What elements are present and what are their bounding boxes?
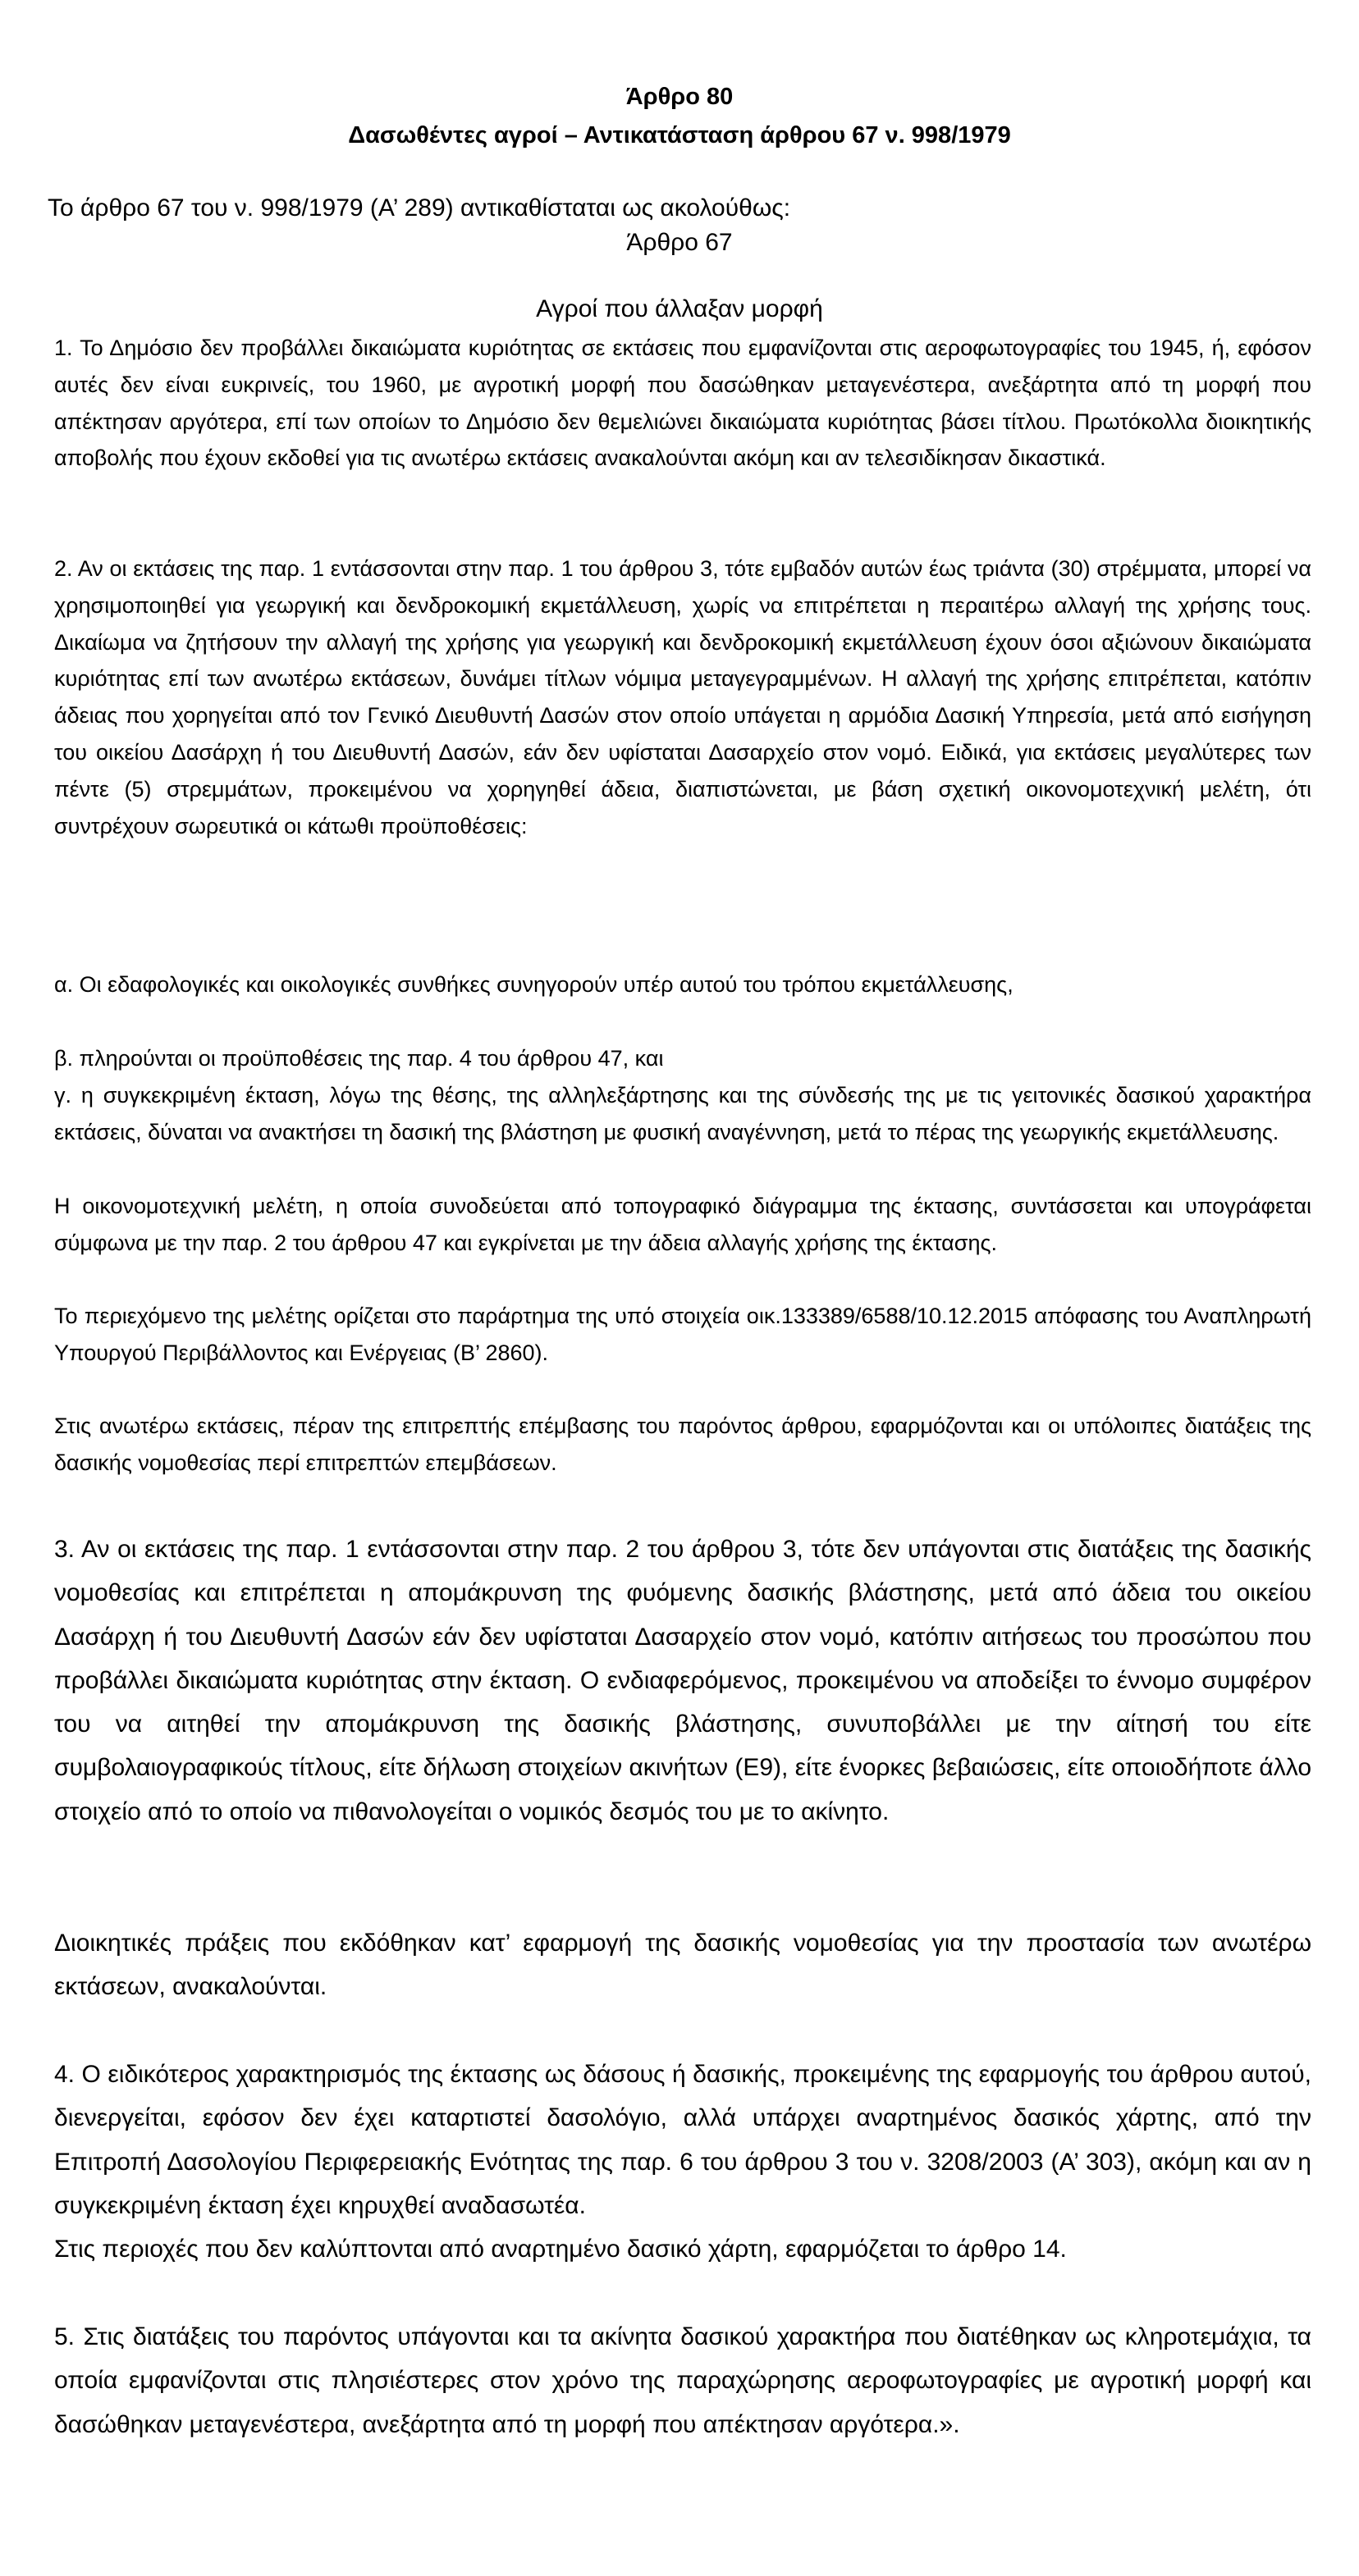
paragraph-2-item-c: γ. η συγκεκριμένη έκταση, λόγω της θέσης, της αλληλεξάρτησης και της σύνδεσής της με τις γειτονικές δασικού χαρακτήρα εκτάσεις, δύναται να ανακτήσει τη δασική της βλάστηση με φυσική αναγέννηση, μετά το πέρας της γεωργικής εκμετάλλευσης. <box>54 1083 1311 1144</box>
paragraph-2-study-content: Το περιεχόμενο της μελέτης ορίζεται στο παράρτημα της υπό στοιχεία οικ.133389/6588/10.12.2015 απόφασης του Αναπληρωτή Υπουργού Περιβάλλοντος και Ενέργειας (Β’ 2860). <box>54 1304 1311 1365</box>
paragraph-3: 3. Αν οι εκτάσεις της παρ. 1 εντάσσονται στην παρ. 2 του άρθρου 3, τότε δεν υπάγονται στις διατάξεις της δασικής νομοθεσίας και επιτρέπεται η απομάκρυνση της φυόμενης δασικής βλάστησης, μετά από άδεια του οικείου Δασάρχη ή του Διευθυντή Δασών εάν δεν υφίσταται Δασαρχείο στον νομό, κατόπιν αιτήσεως του προσώπου που προβάλλει δικαιώματα κυριότητας στην έκταση. Ο ενδιαφερόμενος, προκειμένου να αποδείξει το έννομο συμφέρον του να αιτηθεί την απομάκρυνση της δασικής βλάστησης, συνυποβάλλει με την αίτησή του είτε συμβολαιογραφικούς τίτλους, είτε δήλωση στοιχείων ακινήτων (Ε9), είτε ένορκες βεβαιώσεις, είτε οποιοδήποτε άλλο στοιχείο από το οποίο να πιθανολογείται ο νομικός δεσμός του με το ακίνητο. <box>54 1536 1311 1825</box>
article-title: Άρθρο 80 <box>625 84 734 110</box>
paragraph-2-study: Η οικονομοτεχνική μελέτη, η οποία συνοδεύεται από τοπογραφικό διάγραμμα της έκτασης, συντάσσεται και υπογράφεται σύμφωνα με την παρ. 2 του άρθρου 47 και εγκρίνεται με την άδεια αλλαγής χρήσης της έκτασης. <box>54 1194 1311 1255</box>
paragraph-1: 1. Το Δημόσιο δεν προβάλλει δικαιώματα κυριότητας σε εκτάσεις που εμφανίζονται στις αεροφωτογραφίες του 1945, ή, εφόσον αυτές δεν είναι ευκρινείς, του 1960, με αγροτική μορφή που δασώθηκαν μεταγενέστερα, ανεξάρτητα από τη μορφή που απέκτησαν αργότερα, επί των οποίων το Δημόσιο δεν θεμελιώνει δικαιώματα κυριότητας βάσει τίτλου. Πρωτόκολλα διοικητικής αποβολής που έχουν εκδοθεί για τις ανωτέρω εκτάσεις ανακαλούνται ακόμη και αν τελεσιδίκησαν δικαστικά. <box>54 336 1311 471</box>
article-subtitle: Δασωθέντες αγροί – Αντικατάσταση άρθρου 67 ν. 998/1979 <box>348 122 1011 148</box>
paragraph-5: 5. Στις διατάξεις του παρόντος υπάγονται και τα ακίνητα δασικού χαρακτήρα που διατέθηκαν ως κληροτεμάχια, τα οποία εμφανίζονται στις πλησιέστερες στον χρόνο της παραχώρησης αεροφωτογραφίες με αγροτική μορφή και δασώθηκαν μεταγενέστερα, ανεξάρτητα από τη μορφή που απέκτησαν αργότερα.». <box>54 2323 1311 2438</box>
replacement-article-label: Άρθρο 67 <box>626 229 733 256</box>
paragraph-2-item-b: β. πληρούνται οι προϋποθέσεις της παρ. 4 του άρθρου 47, και <box>54 1046 664 1071</box>
paragraph-2-other-provisions: Στις ανωτέρω εκτάσεις, πέραν της επιτρεπτής επέμβασης του παρόντος άρθρου, εφαρμόζονται και οι υπόλοιπες διατάξεις της δασικής νομοθεσίας περί επιτρεπτών επεμβάσεων. <box>54 1414 1311 1475</box>
intro-text: Το άρθρο 67 του ν. 998/1979 (Α’ 289) αντικαθίσταται ως ακολούθως: <box>48 194 791 222</box>
replacement-article-heading: Αγροί που άλλαξαν μορφή <box>536 295 823 322</box>
paragraph-4: 4. Ο ειδικότερος χαρακτηρισμός της έκτασης ως δάσους ή δασικής, προκειμένης της εφαρμογής του άρθρου αυτού, διενεργείται, εφόσον δεν έχει καταρτιστεί δασολόγιο, αλλά υπάρχει αναρτημένος δασικός χάρτης, από την Επιτροπή Δασολογίου Περιφερειακής Ενότητας της παρ. 6 του άρθρου 3 του ν. 3208/2003 (Α’ 303), ακόμη και αν η συγκεκριμένη έκταση έχει κηρυχθεί αναδασωτέα. <box>54 2061 1311 2219</box>
paragraph-4-maps: Στις περιοχές που δεν καλύπτονται από αναρτημένο δασικό χάρτη, εφαρμόζεται το άρθρο 14. <box>54 2236 1067 2263</box>
paragraph-3-revocation: Διοικητικές πράξεις που εκδόθηκαν κατ’ εφαρμογή της δασικής νομοθεσίας για την προστασία των ανωτέρω εκτάσεων, ανακαλούνται. <box>54 1930 1311 2001</box>
paragraph-2: 2. Αν οι εκτάσεις της παρ. 1 εντάσσονται στην παρ. 1 του άρθρου 3, τότε εμβαδόν αυτών έως τριάντα (30) στρέμματα, μπορεί να χρησιμοποιηθεί για γεωργική και δενδροκομική εκμετάλλευση, χωρίς να επιτρέπεται η περαιτέρω αλλαγή της χρήσης τους. Δικαίωμα να ζητήσουν την αλλαγή της χρήσης για γεωργική και δενδροκομική εκμετάλλευση έχουν όσοι αξιώνουν δικαιώματα κυριότητας επί των ανωτέρω εκτάσεων, δυνάμει τίτλων νόμιμα μεταγεγραμμένων. Η αλλαγή της χρήσης επιτρέπεται, κατόπιν άδειας που χορηγείται από τον Γενικό Διευθυντή Δασών στον οποίο υπάγεται η αρμόδια Δασική Υπηρεσία, μετά από εισήγηση του οικείου Δασάρχη ή του Διευθυντή Δασών, εάν δεν υφίσταται Δασαρχείο στον νομό. Ειδικά, για εκτάσεις μεγαλύτερες των πέντε (5) στρεμμάτων, προκειμένου να χορηγηθεί άδεια, διαπιστώνεται, με βάση σχετική οικονομοτεχνική μελέτη, ότι συντρέχουν σωρευτικά οι κάτωθι προϋποθέσεις: <box>54 556 1311 838</box>
paragraph-2-item-a: α. Οι εδαφολογικές και οικολογικές συνθήκες συνηγορούν υπέρ αυτού του τρόπου εκμετάλλευσης, <box>54 972 1014 997</box>
